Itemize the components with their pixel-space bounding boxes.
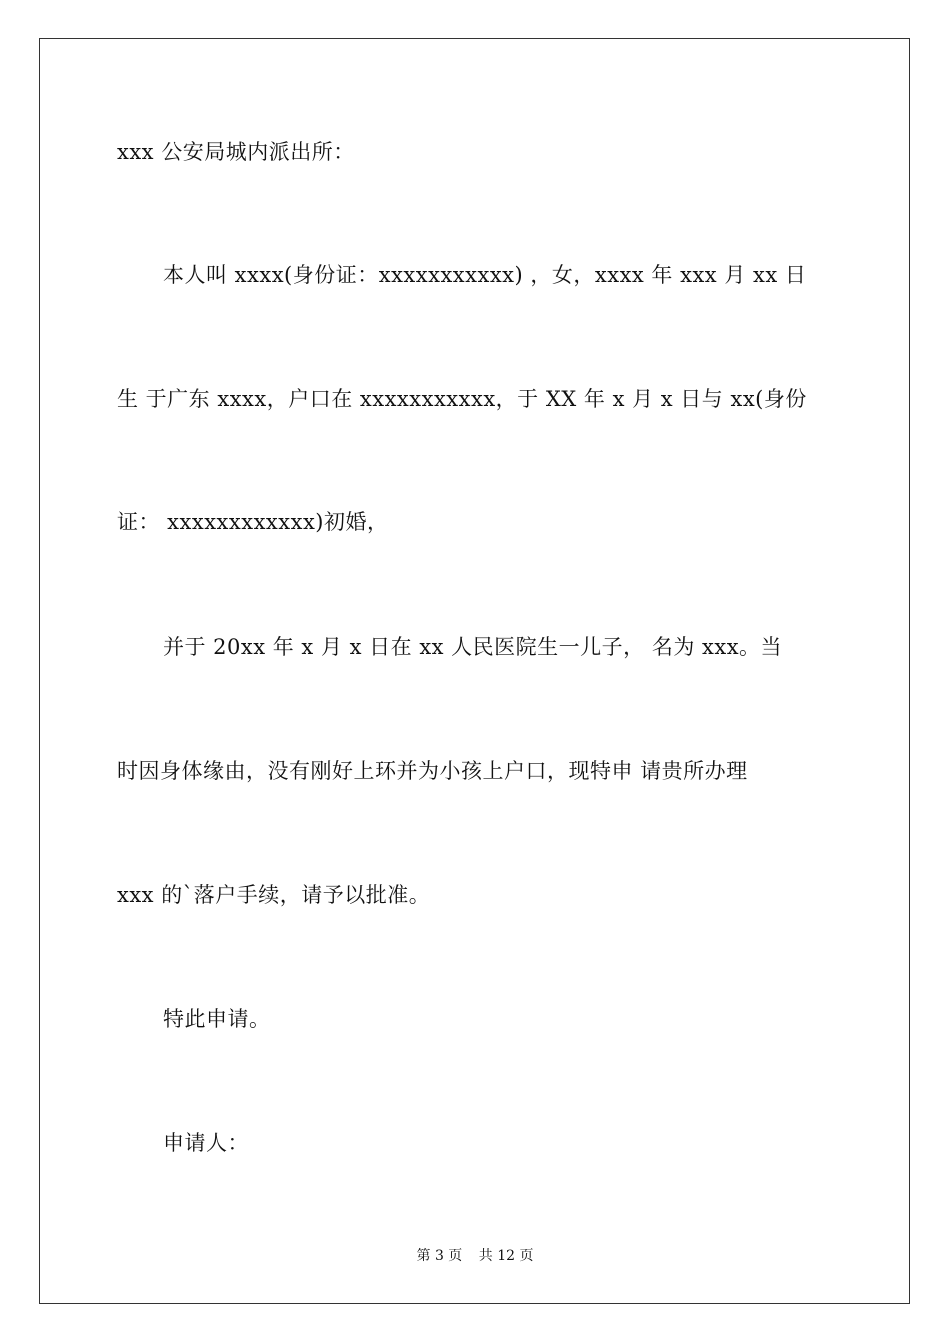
salutation: xxx 公安局城内派出所：	[117, 140, 355, 164]
applicant-label: 申请人：	[163, 1131, 249, 1155]
page-footer	[0, 1246, 950, 1266]
paragraph2-line2: 时因身体缘由，没有刚好上环并为小孩上户口，现特申 请贵所办理	[117, 759, 748, 783]
paragraph2-line1: 并于 20xx 年 x 月 x 日在 xx 人民医院生一儿子， 名为 xxx。当	[163, 635, 783, 659]
paragraph2-line3: xxx 的`落户手续，请予以批准。	[117, 883, 431, 907]
page-number-total: 共 12 页	[478, 1248, 534, 1264]
paragraph1-line1: 本人叫 xxxx(身份证：xxxxxxxxxxx) ，女，xxxx 年 xxx 月 xx 日	[163, 263, 807, 287]
page-number-current: 第 3 页	[416, 1248, 463, 1264]
closing-statement: 特此申请。	[163, 1007, 271, 1031]
page-border	[39, 38, 910, 1304]
paragraph1-line3: 证： xxxxxxxxxxxx)初婚，	[117, 510, 389, 534]
paragraph1-line2: 生 于广东 xxxx，户口在 xxxxxxxxxxx，于 XX 年 x 月 x 日与 xx(身份	[117, 387, 807, 411]
